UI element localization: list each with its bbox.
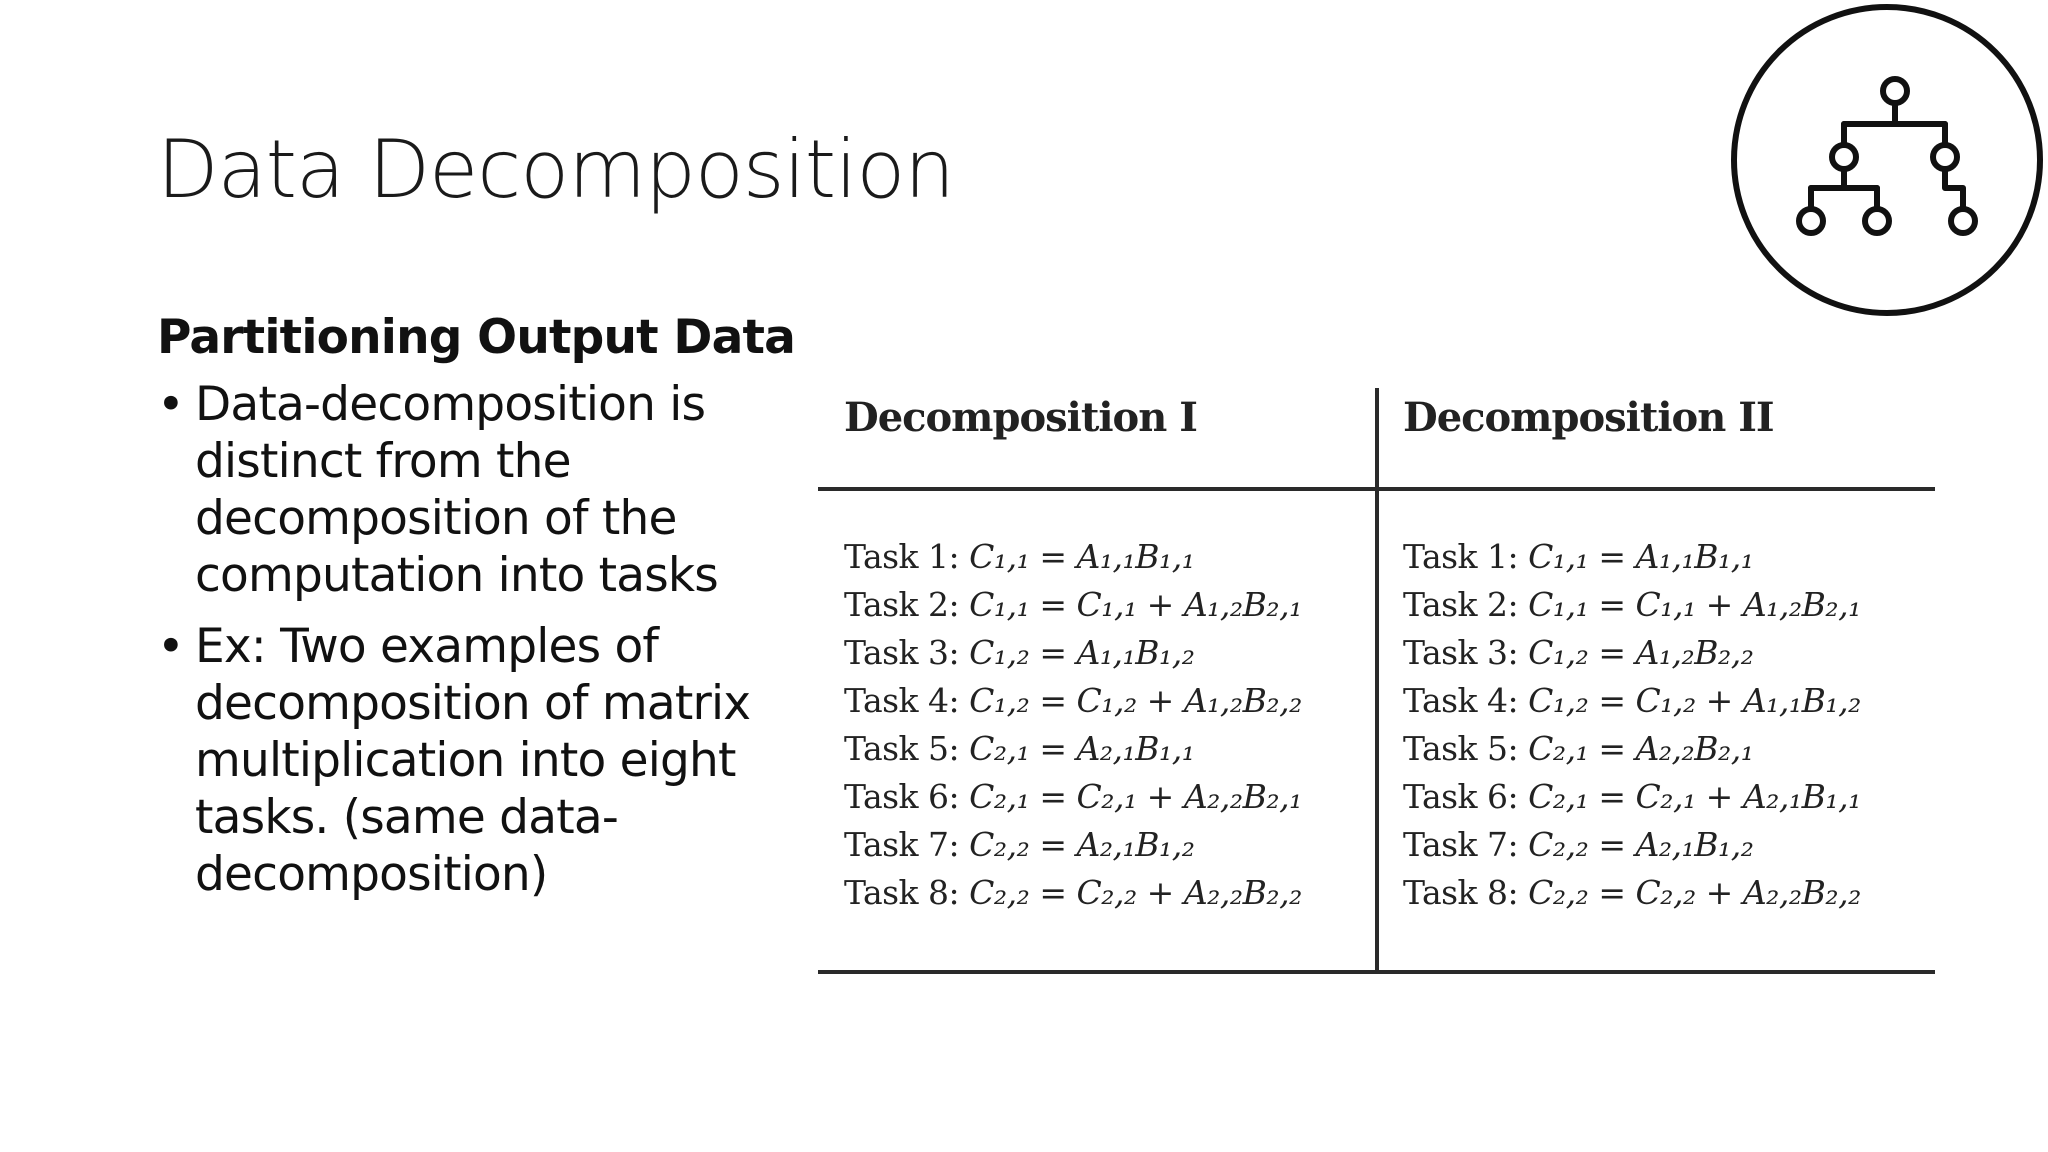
- task-equation: C₁,₁ = C₁,₁ + A₁,₂B₂,₁: [969, 585, 1302, 624]
- task-equation: C₁,₁ = A₁,₁B₁,₁: [1528, 537, 1754, 576]
- task-row: [844, 629, 1302, 677]
- task-row: [844, 533, 1302, 581]
- column-header-decomposition-1: Decomposition I: [844, 394, 1197, 441]
- task-equation: C₁,₂ = C₁,₂ + A₁,₂B₂,₂: [969, 681, 1302, 720]
- decomposition-table: [818, 380, 1935, 980]
- task-label: Task 7:: [844, 825, 960, 864]
- task-equation: C₂,₂ = A₂,₁B₁,₂: [969, 825, 1195, 864]
- column-header-decomposition-2: Decomposition II: [1403, 394, 1774, 441]
- task-label: Task 5:: [1403, 729, 1519, 768]
- task-row: [844, 773, 1302, 821]
- task-label: Task 8:: [844, 873, 960, 912]
- header-rule: [818, 487, 1935, 491]
- task-equation: C₁,₁ = C₁,₁ + A₁,₂B₂,₁: [1528, 585, 1861, 624]
- task-label: Task 6:: [844, 777, 960, 816]
- task-label: Task 3:: [844, 633, 960, 672]
- task-equation: C₂,₁ = A₂,₁B₁,₁: [969, 729, 1195, 768]
- bullet-item: [157, 376, 817, 604]
- task-row: [1403, 821, 1861, 869]
- task-row: [1403, 677, 1861, 725]
- bullet-marker: •: [157, 619, 184, 674]
- hierarchy-tree-icon: [1725, 0, 2048, 325]
- bullet-marker: •: [157, 377, 184, 432]
- task-label: Task 1:: [844, 537, 960, 576]
- task-label: Task 3:: [1403, 633, 1519, 672]
- task-row: [1403, 869, 1861, 917]
- task-label: Task 1:: [1403, 537, 1519, 576]
- bottom-rule: [818, 970, 1935, 974]
- task-label: Task 2:: [1403, 585, 1519, 624]
- task-list-decomposition-2: [1403, 533, 1861, 917]
- task-row: [844, 677, 1302, 725]
- task-equation: C₁,₁ = A₁,₁B₁,₁: [969, 537, 1195, 576]
- task-label: Task 4:: [844, 681, 960, 720]
- task-equation: C₁,₂ = A₁,₁B₁,₂: [969, 633, 1195, 672]
- task-label: Task 5:: [844, 729, 960, 768]
- task-label: Task 6:: [1403, 777, 1519, 816]
- task-equation: C₂,₁ = C₂,₁ + A₂,₂B₂,₁: [969, 777, 1302, 816]
- task-row: [1403, 629, 1861, 677]
- task-equation: C₂,₁ = A₂,₂B₂,₁: [1528, 729, 1754, 768]
- task-list-decomposition-1: [844, 533, 1302, 917]
- task-row: [844, 869, 1302, 917]
- task-equation: C₂,₂ = C₂,₂ + A₂,₂B₂,₂: [969, 873, 1302, 912]
- bullet-text: Data-decomposition is distinct from the decomposition of the computation into tasks: [195, 377, 718, 603]
- task-row: [1403, 725, 1861, 773]
- task-equation: C₂,₂ = C₂,₂ + A₂,₂B₂,₂: [1528, 873, 1861, 912]
- task-row: [844, 581, 1302, 629]
- column-divider: [1375, 388, 1379, 972]
- task-row: [844, 725, 1302, 773]
- bullet-item: [157, 618, 817, 903]
- bullet-text: Ex: Two examples of decomposition of matrix multiplication into eight tasks. (same data-decomposition): [195, 619, 751, 902]
- task-row: [1403, 533, 1861, 581]
- task-label: Task 8:: [1403, 873, 1519, 912]
- subheading: Partitioning Output Data: [157, 310, 796, 365]
- task-row: [1403, 581, 1861, 629]
- task-label: Task 2:: [844, 585, 960, 624]
- task-label: Task 7:: [1403, 825, 1519, 864]
- task-row: [1403, 773, 1861, 821]
- bullet-list: [157, 376, 817, 903]
- task-row: [844, 821, 1302, 869]
- task-equation: C₂,₂ = A₂,₁B₁,₂: [1528, 825, 1754, 864]
- body-text: [157, 308, 817, 917]
- task-equation: C₁,₂ = A₁,₂B₂,₂: [1528, 633, 1754, 672]
- slide-title: Data Decomposition: [157, 123, 954, 216]
- task-equation: C₁,₂ = C₁,₂ + A₁,₁B₁,₂: [1528, 681, 1861, 720]
- task-label: Task 4:: [1403, 681, 1519, 720]
- task-equation: C₂,₁ = C₂,₁ + A₂,₁B₁,₁: [1528, 777, 1861, 816]
